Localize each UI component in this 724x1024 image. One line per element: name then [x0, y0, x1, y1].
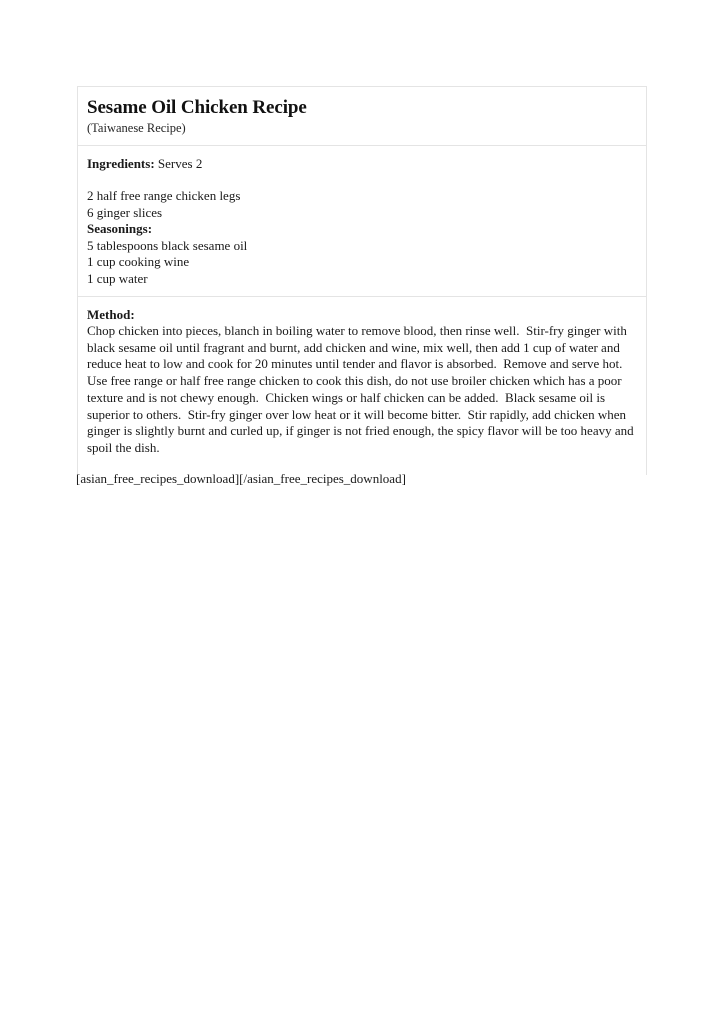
ingredients-heading — [87, 155, 637, 172]
list-item: 2 half free range chicken legs — [87, 188, 241, 203]
list-item: 5 tablespoons black sesame oil — [87, 237, 248, 253]
method-section — [78, 297, 646, 475]
method-heading: Method: — [87, 307, 135, 322]
ingredients-section — [78, 146, 646, 297]
download-shortcode: [asian_free_recipes_download][/asian_free_recipes_download] — [76, 471, 406, 486]
seasonings-subheading: Seasonings: — [87, 221, 153, 236]
method-body: Chop chicken into pieces, blanch in boiling water to remove blood, then rinse well. Stir-fry ginger with black sesame oil until fragrant and burnt, add chicken and wine, mix well, then add 1 cup of water and reduce heat to low and cook for 20 minutes until tender and flavor is absorbed. Remove and serve hot. Use free range or half free range chicken to cook this dish, do not use broiler chicken which has a poor texture and is not chewy enough. Chicken wings or half chicken can be added. Black sesame oil is superior to others. Stir-fry ginger over low heat or it will become bitter. Stir rapidly, add chicken when ginger is slightly burnt and curled up, if ginger is not fried enough, the spicy flavor will be too heavy and spoil the dish. — [87, 323, 637, 455]
list-item: 1 cup cooking wine — [87, 254, 190, 269]
recipe-subtitle: (Taiwanese Recipe) — [87, 121, 186, 135]
recipe-header-section — [78, 87, 646, 146]
recipe-card — [77, 86, 647, 475]
ingredients-label: Ingredients: — [87, 156, 155, 171]
page-title: Sesame Oil Chicken Recipe — [87, 97, 307, 118]
list-item: 1 cup water — [87, 270, 148, 286]
ingredients-serving: Serves 2 — [157, 156, 203, 171]
ingredients-list — [87, 188, 637, 287]
list-item: 6 ginger slices — [87, 204, 163, 220]
